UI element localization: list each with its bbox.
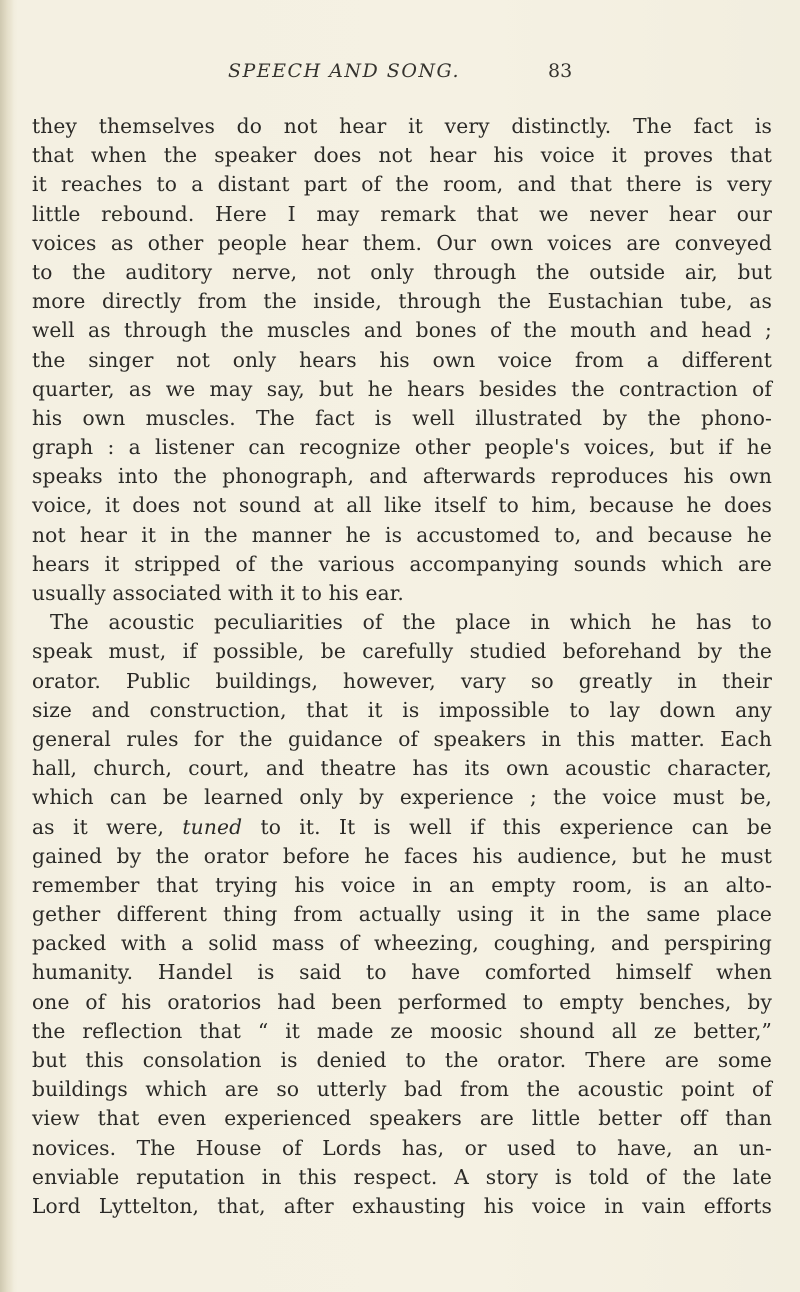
text-line: little rebound. Here I may remark that we never hear our xyxy=(32,201,772,226)
page-header xyxy=(0,50,800,90)
text-line: enviable reputation in this respect. A story is told of the late xyxy=(32,1164,772,1189)
text-line: size and construction, that it is impossible to lay down any xyxy=(32,697,772,722)
text-line: graph : a listener can recognize other people's voices, but if he xyxy=(32,435,772,460)
text-line: which can be learned only by experience ; the voice must be, xyxy=(32,785,772,810)
text-line: more directly from the inside, through the Eustachian tube, as xyxy=(32,289,772,314)
text-line: hall, church, court, and theatre has its own acoustic character, xyxy=(32,756,772,781)
text-line: that when the speaker does not hear his voice it proves that xyxy=(32,143,772,168)
text-line: humanity. Handel is said to have comforted himself when xyxy=(32,960,772,985)
text-line: not hear it in the manner he is accustomed to, and because he xyxy=(32,522,772,547)
text-line: speak must, if possible, be carefully studied beforehand by the xyxy=(32,639,772,664)
text-line: voices as other people hear them. Our own voices are conveyed xyxy=(32,230,772,255)
text-line: The acoustic peculiarities of the place in which he has to xyxy=(50,610,772,635)
text-line: voice, it does not sound at all like itself to him, because he does xyxy=(32,493,772,518)
text-line: gained by the orator before he faces his audience, but he must xyxy=(32,843,772,868)
text-line: but this consolation is denied to the orator. There are some xyxy=(32,1048,772,1072)
text-line: general rules for the guidance of speakers in this matter. Each xyxy=(32,726,772,751)
text-line: gether different thing from actually using it in the same place xyxy=(32,902,772,927)
text-line: packed with a solid mass of wheezing, coughing, and perspiring xyxy=(32,931,772,956)
text-line: they themselves do not hear it very distinctly. The fact is xyxy=(32,114,772,138)
body-text xyxy=(32,112,772,1221)
page-number: 83 xyxy=(548,60,573,82)
text-line: the singer not only hears his own voice from a different xyxy=(32,347,772,372)
running-title: SPEECH AND SONG. xyxy=(228,60,461,82)
text-line: usually associated with it to his ear. xyxy=(32,581,404,605)
text-line: orator. Public buildings, however, vary so greatly in their xyxy=(32,668,772,693)
text-line: Lord Lyttelton, that, after exhausting his voice in vain efforts xyxy=(32,1193,772,1218)
text-line: speaks into the phonograph, and afterwards reproduces his own xyxy=(32,464,772,489)
text-line: view that even experienced speakers are little better off than xyxy=(32,1106,772,1131)
text-line: his own muscles. The fact is well illustrated by the phono- xyxy=(32,405,772,430)
text-line: hears it stripped of the various accompanying sounds which are xyxy=(32,551,772,576)
text-line: well as through the muscles and bones of the mouth and head ; xyxy=(32,318,772,343)
text-line: remember that trying his voice in an empty room, is an alto- xyxy=(32,872,772,897)
text-line: buildings which are so utterly bad from the acoustic point of xyxy=(32,1077,772,1102)
text-line: it reaches to a distant part of the room, and that there is very xyxy=(32,172,772,197)
text-line: as it were, tuned to it. It is well if this experience can be xyxy=(32,814,772,839)
text-line: the reflection that “ it made ze moosic shound all ze better,” xyxy=(32,1018,772,1043)
text-line: quarter, as we may say, but he hears besides the contraction of xyxy=(32,376,772,401)
italic-word: tuned xyxy=(182,814,243,839)
text-line: to the auditory nerve, not only through the outside air, but xyxy=(32,259,772,284)
text-line: novices. The House of Lords has, or used to have, an un- xyxy=(32,1135,772,1160)
gutter-shadow xyxy=(0,0,14,1292)
text-line: one of his oratorios had been performed to empty benches, by xyxy=(32,989,772,1014)
